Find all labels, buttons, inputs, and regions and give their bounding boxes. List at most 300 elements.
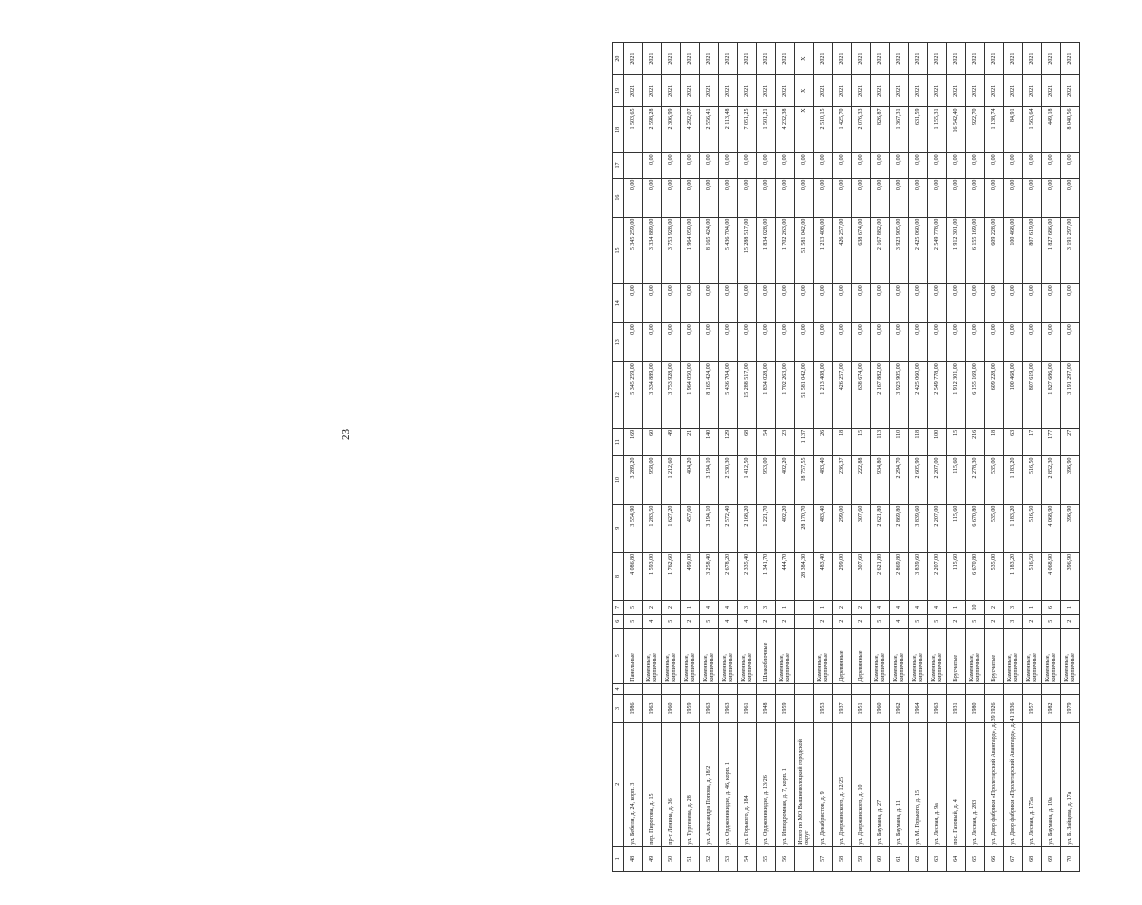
table-cell-c18: 84,91 (1004, 107, 1023, 153)
table-cell-c9: 6 670,80 (966, 504, 985, 552)
table-cell-c4 (738, 683, 757, 694)
table-cell-c18: 4 232,38 (776, 107, 795, 153)
table-cell-c20: 2021 (643, 43, 662, 75)
table-cell-c11: 15 (947, 428, 966, 456)
table-row (719, 43, 738, 872)
column-number-cell: 17 (613, 153, 624, 178)
table-cell-c14: 0,00 (966, 284, 985, 323)
table-cell-c11: 140 (700, 428, 719, 456)
table-cell-c11: 18 (833, 428, 852, 456)
table-cell-c8: 307,60 (852, 552, 871, 600)
table-total-row (795, 43, 814, 872)
table-cell-c9: 3 554,90 (624, 504, 643, 552)
column-number-cell: 9 (613, 504, 624, 552)
table-cell-c15: 100 468,00 (1004, 217, 1023, 284)
table-cell-c16: 0,00 (776, 178, 795, 217)
table-cell-c16: 0,00 (871, 178, 890, 217)
table-cell-c20: 2021 (928, 43, 947, 75)
table-cell-c19: 2021 (700, 75, 719, 107)
table-cell-c7: 3 (1004, 601, 1023, 615)
table-row (700, 43, 719, 872)
table-cell-c15: 5 345 259,00 (624, 217, 643, 284)
table-cell-c18: 449,18 (1042, 107, 1061, 153)
table-cell-c6: 5 (700, 614, 719, 628)
table-cell-c6: 3 (1004, 614, 1023, 628)
table-cell-c17: 0,00 (757, 153, 776, 178)
table-cell-c13: 0,00 (700, 323, 719, 362)
table-cell-year (795, 695, 814, 723)
table-cell-c6: 4 (890, 614, 909, 628)
table-cell-c13: 0,00 (738, 323, 757, 362)
table-cell-c9: 1 183,20 (1004, 504, 1023, 552)
table-cell-c13: 0,00 (947, 323, 966, 362)
table-cell-c12: 5 436 704,00 (719, 362, 738, 429)
table-cell-c12: 1 964 050,00 (681, 362, 700, 429)
table-cell-mat: Каменные, кирпичные (1023, 628, 1042, 683)
table-cell-year: 1959 (776, 695, 795, 723)
table-cell-c14: 0,00 (662, 284, 681, 323)
table-cell-c13: 0,00 (776, 323, 795, 362)
table-cell-addr: ул. Александра Попова, д. 18/2 (700, 722, 719, 846)
table-row (1023, 43, 1042, 872)
table-cell-n: 66 (985, 846, 1004, 871)
table-cell-mat: Брусчатые (985, 628, 1004, 683)
table-cell-c17: 0,00 (719, 153, 738, 178)
table-cell-mat: Каменные, кирпичные (871, 628, 890, 683)
column-number-row (613, 43, 624, 872)
table-cell-c11: 118 (909, 428, 928, 456)
table-cell-c19: 2021 (814, 75, 833, 107)
table-cell-c13: 0,00 (624, 323, 643, 362)
table-cell-c9: 115,60 (947, 504, 966, 552)
table-cell-c17: 0,00 (814, 153, 833, 178)
table-cell-year: 1937 (833, 695, 852, 723)
table-cell-c20: 2021 (624, 43, 643, 75)
table-cell-year: 1962 (890, 695, 909, 723)
column-number-cell: 20 (613, 43, 624, 75)
table-cell-c12: 2 425 060,00 (909, 362, 928, 429)
table-cell-mat: Панельные (624, 628, 643, 683)
table-cell-c12: 2 167 882,00 (871, 362, 890, 429)
table-cell-c20: 2021 (681, 43, 700, 75)
table-cell-c17: 0,00 (1004, 153, 1023, 178)
table-cell-c15: 1 702 263,00 (776, 217, 795, 284)
table-cell-c16: 0,00 (1004, 178, 1023, 217)
table-cell-c17: 0,00 (643, 153, 662, 178)
table-cell-c7: 3 (738, 601, 757, 615)
table-cell-c18: 1 367,31 (890, 107, 909, 153)
table-cell-c6: 2 (1061, 614, 1080, 628)
table-cell-mat: Каменные, кирпичные (1042, 628, 1061, 683)
table-row (1042, 43, 1061, 872)
table-cell-c11: 18 (985, 428, 1004, 456)
table-cell-c19: 2021 (928, 75, 947, 107)
table-cell-addr: ул. Б. Зайцева, д. 17а (1061, 722, 1080, 846)
table-cell-c6: 2 (681, 614, 700, 628)
table-cell-mat: Каменные, кирпичные (776, 628, 795, 683)
table-cell-c8: 2 869,80 (890, 552, 909, 600)
table-cell-c14: 0,00 (624, 284, 643, 323)
table-cell-c14: 0,00 (776, 284, 795, 323)
table-cell-n: 62 (909, 846, 928, 871)
table-cell-mat: Брусчатые (947, 628, 966, 683)
table-cell-c10: 2 278,30 (966, 456, 985, 504)
table-cell-c12: 3 753 928,00 (662, 362, 681, 429)
table-cell-c14: 0,00 (700, 284, 719, 323)
table-cell-addr: ул. Орджоникидзе, д. 46, корп. 1 (719, 722, 738, 846)
table-cell-c16: 0,00 (1042, 178, 1061, 217)
table-cell-n: 54 (738, 846, 757, 871)
table-cell-c10: 222,88 (852, 456, 871, 504)
table-cell-c7: 2 (643, 601, 662, 615)
table-cell-c10: 404,20 (681, 456, 700, 504)
table-cell-c19: 2021 (947, 75, 966, 107)
table-cell-c9: 299,00 (833, 504, 852, 552)
table-cell-c19: 2021 (681, 75, 700, 107)
table-cell-year: 1961 (738, 695, 757, 723)
table-cell-year: 1957 (1023, 695, 1042, 723)
table-cell-c16: 0,00 (700, 178, 719, 217)
table-cell-n (795, 846, 814, 871)
table-cell-c4 (909, 683, 928, 694)
table-cell-c9: 516,50 (1023, 504, 1042, 552)
table-cell-c9: 396,90 (1061, 504, 1080, 552)
table-cell-c13: 0,00 (966, 323, 985, 362)
table-cell-c14: 0,00 (643, 284, 662, 323)
table-cell-c19: 2021 (852, 75, 871, 107)
table-cell-c6: 4 (738, 614, 757, 628)
table-cell-c4 (814, 683, 833, 694)
table-cell-addr: пр-т Ленина, д. 36 (662, 722, 681, 846)
table-cell-c13: 0,00 (643, 323, 662, 362)
column-number-cell: 1 (613, 846, 624, 871)
table-cell-addr: ул. М. Горького, д. 15 (909, 722, 928, 846)
table-cell-c11: 129 (719, 428, 738, 456)
table-cell-c4 (1023, 683, 1042, 694)
table-cell-c7: 1 (681, 601, 700, 615)
table-cell-year: 1960 (871, 695, 890, 723)
table-cell-n: 58 (833, 846, 852, 871)
column-number-cell: 16 (613, 178, 624, 217)
housing-repair-table (612, 42, 1080, 872)
table-cell-c12: 1 834 028,00 (757, 362, 776, 429)
table-cell-c4 (719, 683, 738, 694)
table-cell-c12: 8 165 424,00 (700, 362, 719, 429)
table-cell-c19: 2021 (871, 75, 890, 107)
table-cell-c20: 2021 (852, 43, 871, 75)
table-cell-c11: 68 (738, 428, 757, 456)
table-row (985, 43, 1004, 872)
table-cell-mat: Каменные, кирпичные (681, 628, 700, 683)
table-cell-c10: 18 757,55 (795, 456, 814, 504)
table-cell-year: 1948 (757, 695, 776, 723)
table-cell-c8: 2 621,80 (871, 552, 890, 600)
table-cell-c17: 0,00 (662, 153, 681, 178)
table-cell-c10: 953,00 (757, 456, 776, 504)
table-cell-c17: 0,00 (1042, 153, 1061, 178)
table-cell-c10: 1 183,20 (1004, 456, 1023, 504)
table-cell-n: 51 (681, 846, 700, 871)
table-cell-c14: 0,00 (795, 284, 814, 323)
table-cell-c15: 807 619,00 (1023, 217, 1042, 284)
table-cell-c16: 0,00 (681, 178, 700, 217)
table-cell-mat: Каменные, кирпичные (928, 628, 947, 683)
table-row (1061, 43, 1080, 872)
table-cell-c10: 3 194,10 (700, 456, 719, 504)
table-cell-n: 50 (662, 846, 681, 871)
table-cell-c16: 0,00 (890, 178, 909, 217)
table-cell-c12: 426 257,00 (833, 362, 852, 429)
table-cell-c4 (681, 683, 700, 694)
table-cell-addr: Итого по МО Вышневолоцкий городской округ (795, 722, 814, 846)
table-row (909, 43, 928, 872)
table-cell-c17: 0,00 (776, 153, 795, 178)
table-cell-c6: 5 (909, 614, 928, 628)
table-cell-c4 (643, 683, 662, 694)
table-cell-c16: 0,00 (738, 178, 757, 217)
table-cell-c16: 0,00 (966, 178, 985, 217)
table-cell-c4 (795, 683, 814, 694)
table-cell-c18: 1 155,31 (928, 107, 947, 153)
table-cell-c7: 3 (757, 601, 776, 615)
table-cell-c8: 115,60 (947, 552, 966, 600)
table-cell-c12: 1 213 408,00 (814, 362, 833, 429)
table-cell-c13: 0,00 (757, 323, 776, 362)
table-cell-c15: 3 753 928,00 (662, 217, 681, 284)
column-number-cell: 18 (613, 107, 624, 153)
table-cell-n: 55 (757, 846, 776, 871)
table-cell-c18: 2 076,33 (852, 107, 871, 153)
table-cell-c4 (1042, 683, 1061, 694)
table-cell-c4 (1004, 683, 1023, 694)
table-cell-c12: 638 674,00 (852, 362, 871, 429)
table-cell-c8: 1 762,60 (662, 552, 681, 600)
table-cell-year: 1986 (624, 695, 643, 723)
table-cell-c9: 307,60 (852, 504, 871, 552)
table-cell-c8: 516,50 (1023, 552, 1042, 600)
table-cell-c15: 51 581 042,00 (795, 217, 814, 284)
table-cell-mat: Каменные, кирпичные (700, 628, 719, 683)
table-cell-c12: 100 468,00 (1004, 362, 1023, 429)
table-row (947, 43, 966, 872)
table-cell-c17: 0,00 (947, 153, 966, 178)
table-cell-c9: 2 168,20 (738, 504, 757, 552)
table-cell-c16: 0,00 (757, 178, 776, 217)
table-cell-c16: 0,00 (985, 178, 1004, 217)
table-cell-c7: 4 (871, 601, 890, 615)
table-cell-c7: 1 (1061, 601, 1080, 615)
table-cell-c9: 2 621,80 (871, 504, 890, 552)
table-cell-c4 (890, 683, 909, 694)
table-cell-c19: 2021 (1004, 75, 1023, 107)
table-cell-c17: 0,00 (871, 153, 890, 178)
table-cell-c6: 2 (833, 614, 852, 628)
table-row (662, 43, 681, 872)
table-cell-c18: 8 040,56 (1061, 107, 1080, 153)
table-cell-c19: 2021 (738, 75, 757, 107)
table-cell-c6 (795, 614, 814, 628)
table-cell-c20: 2021 (1004, 43, 1023, 75)
table-cell-c13: 0,00 (890, 323, 909, 362)
table-cell-c19: 2021 (662, 75, 681, 107)
table-cell-c20: 2021 (662, 43, 681, 75)
table-cell-year: 1980 (966, 695, 985, 723)
table-cell-c10: 535,00 (985, 456, 1004, 504)
table-cell-c15: 1 827 686,00 (1042, 217, 1061, 284)
table-cell-c14: 0,00 (814, 284, 833, 323)
table-cell-c17: 0,00 (966, 153, 985, 178)
table-cell-c14: 0,00 (871, 284, 890, 323)
column-number-cell: 8 (613, 552, 624, 600)
table-cell-c16: 0,00 (1061, 178, 1080, 217)
table-cell-c16: 0,00 (662, 178, 681, 217)
column-number-cell: 6 (613, 614, 624, 628)
table-cell-c20: 2021 (833, 43, 852, 75)
column-number-cell: 10 (613, 456, 624, 504)
table-cell-c6: 2 (757, 614, 776, 628)
table-cell-c7: 1 (947, 601, 966, 615)
table-cell-c4 (871, 683, 890, 694)
table-cell-c12: 51 581 042,00 (795, 362, 814, 429)
table-cell-c9: 1 221,70 (757, 504, 776, 552)
table-cell-year: 1959 (681, 695, 700, 723)
table-cell-c7: 4 (700, 601, 719, 615)
column-number-cell: 11 (613, 428, 624, 456)
table-cell-c20: 2021 (947, 43, 966, 75)
table-cell-c12: 3 191 297,00 (1061, 362, 1080, 429)
table-cell-n: 68 (1023, 846, 1042, 871)
column-number-cell: 14 (613, 284, 624, 323)
table-cell-c10: 958,00 (643, 456, 662, 504)
table-cell-c20: 2021 (719, 43, 738, 75)
table-cell-c11: 23 (776, 428, 795, 456)
table-cell-c8: 3 839,60 (909, 552, 928, 600)
table-cell-c14: 0,00 (909, 284, 928, 323)
table-cell-c4 (833, 683, 852, 694)
table-cell-c14: 0,00 (1023, 284, 1042, 323)
table-cell-c19: 2021 (909, 75, 928, 107)
table-cell-c12: 5 345 259,00 (624, 362, 643, 429)
column-number-cell: 3 (613, 695, 624, 723)
table-cell-c6: 5 (871, 614, 890, 628)
table-row (890, 43, 909, 872)
table-cell-c20: 2021 (1023, 43, 1042, 75)
table-cell-mat: Каменные, кирпичные (1061, 628, 1080, 683)
table-cell-addr: ул. Лесная, д. 283 (966, 722, 985, 846)
page-number: 23 (340, 429, 352, 440)
table-cell-n: 52 (700, 846, 719, 871)
table-cell-c10: 2 852,30 (1042, 456, 1061, 504)
table-cell-c16: 0,00 (928, 178, 947, 217)
table-cell-c18: 1 501,21 (757, 107, 776, 153)
table-cell-c6: 5 (662, 614, 681, 628)
table-cell-c11: 60 (643, 428, 662, 456)
table-cell-c18: 2 598,28 (643, 107, 662, 153)
table-cell-c8: 396,90 (1061, 552, 1080, 600)
table-cell-c9: 28 170,70 (795, 504, 814, 552)
table-cell-year: 1982 (1042, 695, 1061, 723)
table-cell-mat: Деревянные (852, 628, 871, 683)
table-cell-c8: 2 207,00 (928, 552, 947, 600)
table-cell-mat: Каменные, кирпичные (643, 628, 662, 683)
table-cell-c18: 7 051,25 (738, 107, 757, 153)
table-cell-c16: 0,00 (852, 178, 871, 217)
table-row (852, 43, 871, 872)
table-cell-c18: 16 542,40 (947, 107, 966, 153)
table-cell-n: 49 (643, 846, 662, 871)
table-cell-c13: 0,00 (928, 323, 947, 362)
table-cell-addr: ул. Лесная, д. 9а (928, 722, 947, 846)
table-cell-c19: 2021 (1042, 75, 1061, 107)
table-cell-c19: 2021 (966, 75, 985, 107)
table-cell-n: 65 (966, 846, 985, 871)
table-cell-c19: 2021 (776, 75, 795, 107)
table-cell-c11: 21 (681, 428, 700, 456)
column-number-cell: 5 (613, 628, 624, 683)
table-cell-c10: 1 412,50 (738, 456, 757, 504)
table-cell-c14: 0,00 (757, 284, 776, 323)
table-cell-c7: 5 (624, 601, 643, 615)
table-row (776, 43, 795, 872)
table-cell-c20: 2021 (890, 43, 909, 75)
table-cell-c4 (757, 683, 776, 694)
table-cell-c20: 2021 (871, 43, 890, 75)
table-cell-c7: 1 (776, 601, 795, 615)
table-cell-c16: 0,00 (833, 178, 852, 217)
table-cell-c15: 2 549 778,00 (928, 217, 947, 284)
table-cell-n: 60 (871, 846, 890, 871)
table-cell-mat: Каменные, кирпичные (966, 628, 985, 683)
table-cell-c9: 2 869,80 (890, 504, 909, 552)
table-cell-mat (795, 628, 814, 683)
table-cell-c12: 3 923 905,00 (890, 362, 909, 429)
table-cell-c4 (928, 683, 947, 694)
table-cell-c13: 0,00 (1023, 323, 1042, 362)
column-number-cell: 4 (613, 683, 624, 694)
table-cell-c7: 2 (852, 601, 871, 615)
table-cell-c14: 0,00 (985, 284, 1004, 323)
table-cell-c20: 2021 (738, 43, 757, 75)
table-cell-c10: 2 294,70 (890, 456, 909, 504)
table-cell-c15: 3 191 297,00 (1061, 217, 1080, 284)
table-cell-c13: 0,00 (1061, 323, 1080, 362)
table-cell-c4 (985, 683, 1004, 694)
table-cell-c15: 638 674,00 (852, 217, 871, 284)
table-cell-c11: 177 (1042, 428, 1061, 456)
table-cell-c16: 0,00 (814, 178, 833, 217)
table-cell-c6: 5 (624, 614, 643, 628)
table-cell-c20: 2021 (909, 43, 928, 75)
table-cell-year: 1963 (643, 695, 662, 723)
table-cell-c13: 0,00 (1004, 323, 1023, 362)
table-cell-c8: 299,00 (833, 552, 852, 600)
table-cell-c15: 1 213 408,00 (814, 217, 833, 284)
table-cell-addr: пос. Газовый, д. 4 (947, 722, 966, 846)
table-cell-c8: 28 384,30 (795, 552, 814, 600)
column-number-cell: 19 (613, 75, 624, 107)
table-cell-year: 1963 (928, 695, 947, 723)
table-cell-c14: 0,00 (947, 284, 966, 323)
table-cell-addr: ул. Бебеля, д. 24, корп. 3 (624, 722, 643, 846)
table-cell-c4 (1061, 683, 1080, 694)
table-cell-c18: 1 503,65 (624, 107, 643, 153)
table-cell-c6: 2 (1023, 614, 1042, 628)
table-cell-c10: 115,60 (947, 456, 966, 504)
table-cell-c19: 2021 (757, 75, 776, 107)
table-cell-c17: 0,00 (681, 153, 700, 178)
table-cell-year: 1936 (1004, 695, 1023, 723)
table-cell-c4 (852, 683, 871, 694)
